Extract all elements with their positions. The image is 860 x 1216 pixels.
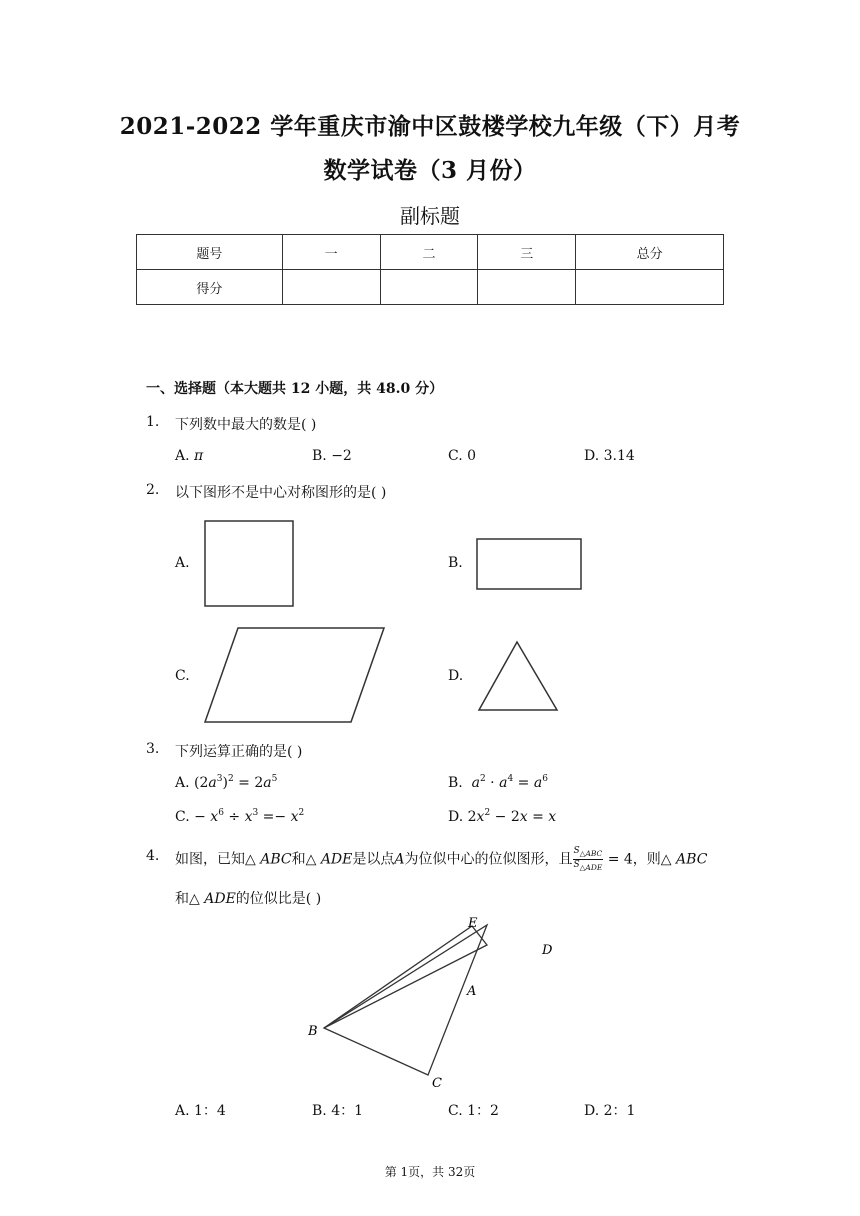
square-figure bbox=[204, 520, 294, 607]
question-number: 3. bbox=[146, 741, 160, 757]
option-a: A. $(2a^3)^2 = 2a^5$ bbox=[175, 774, 278, 791]
option-d: D. 3.14 bbox=[584, 448, 635, 464]
option-c: C. bbox=[175, 668, 190, 684]
vertex-label-b: B bbox=[308, 1024, 318, 1039]
question-stem: 下列运算正确的是( ) bbox=[175, 744, 303, 760]
question-stem: 以下图形不是中心对称图形的是( ) bbox=[175, 485, 387, 501]
score-table-header: 总分 bbox=[576, 235, 724, 270]
score-row-label: 得分 bbox=[137, 270, 283, 305]
option-b: B. 4：1 bbox=[312, 1103, 364, 1119]
option-label: A. bbox=[175, 448, 190, 464]
page-subtitle: 副标题 bbox=[400, 204, 460, 228]
question-number: 2. bbox=[146, 482, 160, 498]
option-c: C. 0 bbox=[448, 448, 477, 464]
score-table-header: 题号 bbox=[137, 235, 283, 270]
option-a bbox=[175, 448, 203, 464]
score-table-header: 二 bbox=[380, 235, 478, 270]
similar-triangles-figure bbox=[300, 905, 570, 1095]
area-ratio-fraction: $\frac{S_{\triangle ABC}}{S_{\triangle ADE}}$ bbox=[573, 846, 603, 872]
rectangle-figure bbox=[476, 538, 582, 590]
page-footer: 第 1页，共 32页 bbox=[384, 1165, 476, 1179]
question-number: 4. bbox=[146, 848, 160, 864]
page-title-line2: 数学试卷（3 月份） bbox=[323, 157, 537, 184]
score-table-header: 三 bbox=[478, 235, 576, 270]
question-stem: 下列数中最大的数是( ) bbox=[175, 417, 317, 433]
page-title: 2021-2022 学年重庆市渝中区鼓楼学校九年级（下）月考 bbox=[119, 113, 741, 140]
score-cell[interactable] bbox=[478, 270, 576, 305]
vertex-label-e: E bbox=[468, 916, 478, 931]
stem-text: 的位似比是( ) bbox=[235, 891, 322, 907]
option-d: D. 2：1 bbox=[584, 1103, 636, 1119]
stem-text: 和△ bbox=[175, 891, 200, 907]
option-b: B. bbox=[448, 555, 463, 571]
option-c: C. − $x^6 \div x^3 =- x^2$ bbox=[175, 808, 305, 825]
vertex-label-a: A bbox=[467, 984, 477, 999]
score-cell[interactable] bbox=[576, 270, 724, 305]
option-a: A. 1：4 bbox=[175, 1103, 226, 1119]
question-stem: 如图，已知△ ABC和△ ADE是以点A为位似中心的位似图形，且 $\frac{S_{\triangle ABC}}{S_{\triangle ADE}}$ = 4，则△ ABC bbox=[175, 846, 708, 872]
option-d: D. $2x^2 - 2x = x$ bbox=[448, 808, 557, 825]
section-heading: 一、选择题（本大题共 12 小题，共 48.0 分） bbox=[146, 381, 444, 397]
question-stem-continued: 和△ ADE的位似比是( ) bbox=[175, 891, 322, 907]
option-b: B. −2 bbox=[312, 448, 352, 464]
triangle-figure bbox=[477, 640, 559, 712]
score-cell[interactable] bbox=[380, 270, 478, 305]
option-a: A. bbox=[175, 555, 190, 571]
vertex-label-c: C bbox=[432, 1076, 442, 1091]
score-table-header: 一 bbox=[282, 235, 380, 270]
option-d: D. bbox=[448, 668, 464, 684]
vertex-label-d: D bbox=[542, 943, 553, 958]
option-value: π bbox=[194, 448, 204, 464]
score-table-header-row bbox=[137, 235, 724, 270]
parallelogram-figure bbox=[203, 626, 387, 724]
option-b: B. $a^2 \cdot a^4 = a^6$ bbox=[448, 774, 548, 791]
score-table bbox=[136, 234, 724, 305]
question-number: 1. bbox=[146, 414, 160, 430]
option-c: C. 1：2 bbox=[448, 1103, 499, 1119]
score-cell[interactable] bbox=[282, 270, 380, 305]
score-table-row bbox=[137, 270, 724, 305]
